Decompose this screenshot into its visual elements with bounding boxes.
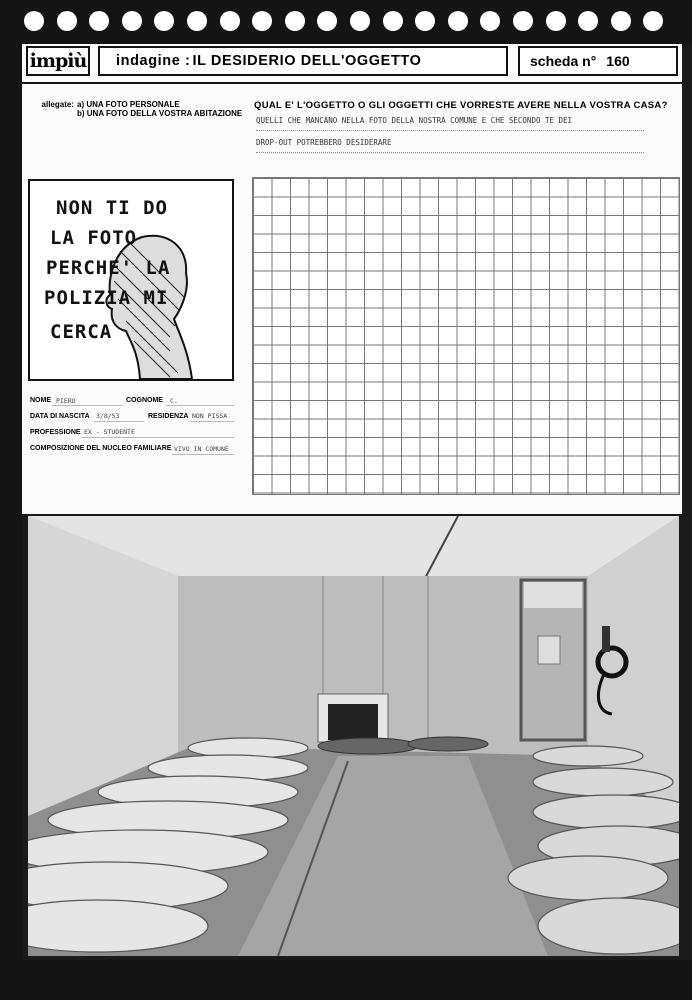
survey-sheet: [22, 44, 682, 514]
survey-question: QUAL E' L'OGGETTO O GLI OGGETTI CHE VORRESTE AVERE NELLA VOSTRA CASA?: [254, 100, 668, 111]
title-prefix: indagine :: [116, 53, 191, 69]
binder-hole: [220, 11, 240, 31]
binder-hole: [187, 11, 207, 31]
binder-hole: [89, 11, 109, 31]
nome-line: [52, 405, 122, 406]
nucleo-label: COMPOSIZIONE DEL NUCLEO FAMILIARE: [30, 445, 172, 452]
attachments-label: allegate:: [41, 100, 74, 109]
nome-value: PIERO: [56, 397, 76, 405]
nucleo-line: [172, 454, 234, 455]
personal-photo-box: [28, 179, 234, 381]
cognome-line: [166, 405, 234, 406]
binder-hole: [480, 11, 500, 31]
nome-label: NOME: [30, 397, 51, 404]
binder-hole: [611, 11, 631, 31]
answer-line-1: QUELLI CHE MANCANO NELLA FOTO DELLA NOSTRA COMUNE E CHE SECONDO TE DEI: [256, 116, 644, 131]
binder-hole: [317, 11, 337, 31]
sketch-grid: [252, 177, 680, 495]
handwritten-line-5: CERCA: [50, 321, 113, 343]
bottom-frame: [0, 960, 692, 1000]
survey-title: [98, 46, 508, 76]
nucleo-value: VIVO IN COMUNE: [174, 445, 229, 453]
residenza-label: RESIDENZA: [148, 413, 189, 420]
binder-hole: [252, 11, 272, 31]
cognome-label: COGNOME: [126, 397, 163, 404]
cognome-value: C.: [170, 397, 178, 405]
handwritten-line-4: POLIZIA MI: [44, 287, 169, 309]
professione-label: PROFESSIONE: [30, 429, 81, 436]
professione-value: EX - STUDENTE: [84, 428, 135, 436]
nascita-line: [94, 421, 144, 422]
binder-hole: [350, 11, 370, 31]
professione-line: [82, 437, 234, 438]
binder-hole: [578, 11, 598, 31]
nascita-label: DATA DI NASCITA: [30, 413, 90, 420]
left-frame: [0, 44, 22, 960]
binder-hole: [154, 11, 174, 31]
scheda-label: scheda n°: [530, 53, 597, 69]
residenza-line: [190, 421, 234, 422]
title-text: IL DESIDERIO DELL'OGGETTO: [192, 53, 422, 69]
attachments-list: [32, 100, 242, 118]
header-divider: [22, 82, 682, 84]
binder-hole: [546, 11, 566, 31]
binder-hole-strip: [0, 0, 692, 44]
binder-hole: [448, 11, 468, 31]
dormitory-photo: [28, 516, 679, 956]
attachment-a: a) UNA FOTO PERSONALE: [77, 100, 180, 109]
binder-hole: [285, 11, 305, 31]
dormitory-photo-drawing: [28, 516, 679, 956]
binder-hole: [415, 11, 435, 31]
binder-hole: [24, 11, 44, 31]
handwritten-line-2: LA FOTO: [50, 227, 138, 249]
scheda-number: 160: [606, 53, 630, 69]
answer-line-2: DROP-OUT POTREBBERO DESIDERARE: [256, 138, 644, 153]
handwritten-line-1: NON TI DO: [56, 197, 168, 219]
nascita-value: 3/8/53: [96, 412, 120, 420]
binder-hole: [383, 11, 403, 31]
binder-hole: [122, 11, 142, 31]
binder-hole: [643, 11, 663, 31]
logo: impiù: [26, 46, 90, 76]
binder-hole: [513, 11, 533, 31]
attachment-b: b) UNA FOTO DELLA VOSTRA ABITAZIONE: [77, 109, 243, 118]
scheda-number-box: [518, 46, 678, 76]
handwritten-line-3: PERCHE' LA: [46, 257, 171, 279]
residenza-value: NON PISSA: [192, 412, 228, 420]
binder-hole: [57, 11, 77, 31]
